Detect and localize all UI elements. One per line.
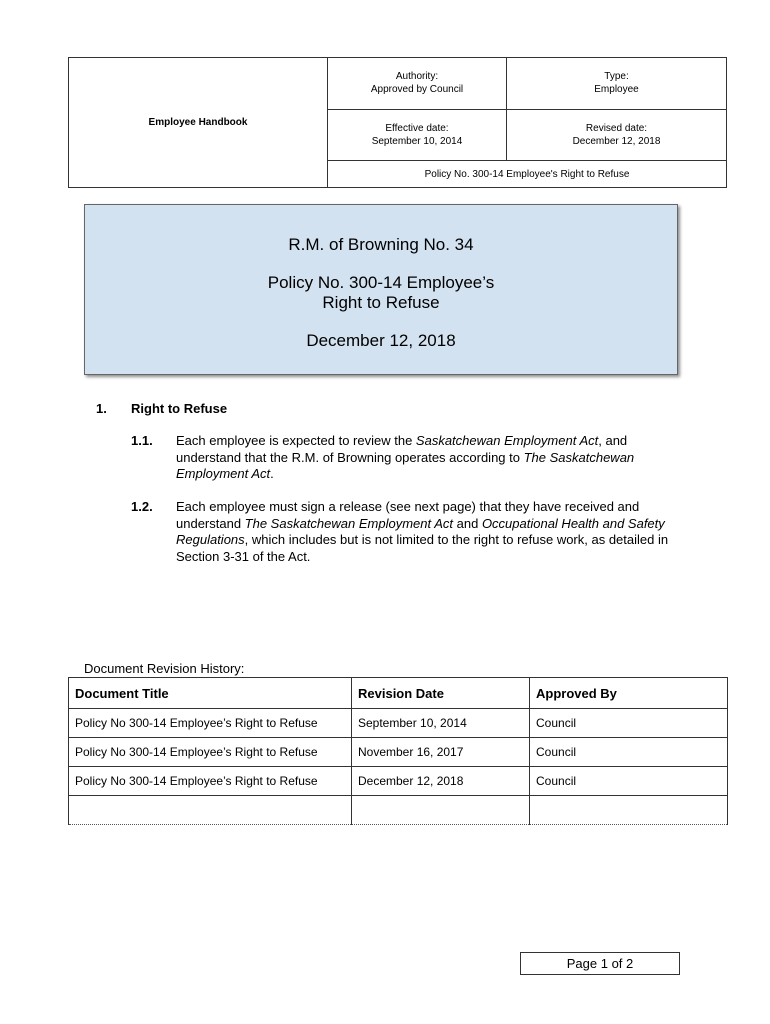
authority-label: Authority: <box>395 71 439 83</box>
type-value: Employee <box>594 84 639 96</box>
table-cell: Policy No 300-14 Employee’s Right to Refuse <box>69 709 352 738</box>
page-number: Page 1 of 2 <box>520 952 680 975</box>
organization-name: R.M. of Browning No. 34 <box>288 235 474 254</box>
effective-date-value: September 10, 2014 <box>371 135 463 147</box>
handbook-title: Employee Handbook <box>69 58 328 188</box>
document-header-table <box>68 57 727 188</box>
revision-history-caption: Document Revision History: <box>84 661 245 676</box>
table-cell: Policy No 300-14 Employee’s Right to Refuse <box>69 767 352 796</box>
authority-value: Approved by Council <box>370 84 464 96</box>
revised-date-value: December 12, 2018 <box>572 135 661 147</box>
column-header: Approved By <box>530 678 728 709</box>
effective-date-label: Effective date: <box>385 122 449 134</box>
policy-title-line2: Right to Refuse <box>322 293 440 312</box>
policy-date: December 12, 2018 <box>306 331 456 350</box>
table-cell: Council <box>530 709 728 738</box>
act-name: The Saskatchewan Employment Act <box>176 449 635 481</box>
table-cell: November 16, 2017 <box>352 738 530 767</box>
table-cell <box>352 796 530 825</box>
policy-title-line1: Policy No. 300-14 Employee’s <box>267 273 495 292</box>
table-cell: Policy No 300-14 Employee’s Right to Refuse <box>69 738 352 767</box>
table-cell: December 12, 2018 <box>352 767 530 796</box>
table-cell: Council <box>530 767 728 796</box>
title-box <box>84 204 678 375</box>
revised-date-cell <box>507 109 727 161</box>
effective-date-cell <box>328 109 507 161</box>
table-cell <box>69 796 352 825</box>
regulation-name: Occupational Health and Safety Regulations <box>176 515 665 547</box>
subsection-number: 1.2. <box>131 499 153 514</box>
table-cell: Council <box>530 738 728 767</box>
column-header: Document Title <box>69 678 352 709</box>
act-name: Saskatchewan Employment Act <box>415 433 599 448</box>
subsection-text: Each employee is expected to review the Saskatchewan Employment Act, and understand that the R.M. of Browning operates according to The Saskatchewan Employment Act. <box>176 433 635 481</box>
table-row <box>69 738 728 767</box>
revision-history-table <box>68 677 728 825</box>
section-title: Right to Refuse <box>131 401 228 416</box>
authority-cell <box>328 58 507 110</box>
column-header: Revision Date <box>352 678 530 709</box>
type-label: Type: <box>604 71 629 83</box>
subsection-number: 1.1. <box>131 433 153 448</box>
table-cell <box>530 796 728 825</box>
table-cell: September 10, 2014 <box>352 709 530 738</box>
table-row <box>69 709 728 738</box>
subsection-text: Each employee must sign a release (see next page) that they have received and understand The Saskatchewan Employment Act and Occupational Health and Safety Regulations, which includes but is not limited to the right to refuse work, as detailed in Section 3-31 of the Act. <box>176 499 669 564</box>
act-name: The Saskatchewan Employment Act <box>244 515 454 531</box>
table-row <box>69 767 728 796</box>
table-row <box>69 796 728 825</box>
policy-title <box>85 273 677 313</box>
type-cell <box>507 58 727 110</box>
table-header-row <box>69 678 728 709</box>
section-number: 1. <box>96 401 107 416</box>
policy-line: Policy No. 300-14 Employee's Right to Refuse <box>328 161 727 188</box>
revised-date-label: Revised date: <box>585 122 648 134</box>
